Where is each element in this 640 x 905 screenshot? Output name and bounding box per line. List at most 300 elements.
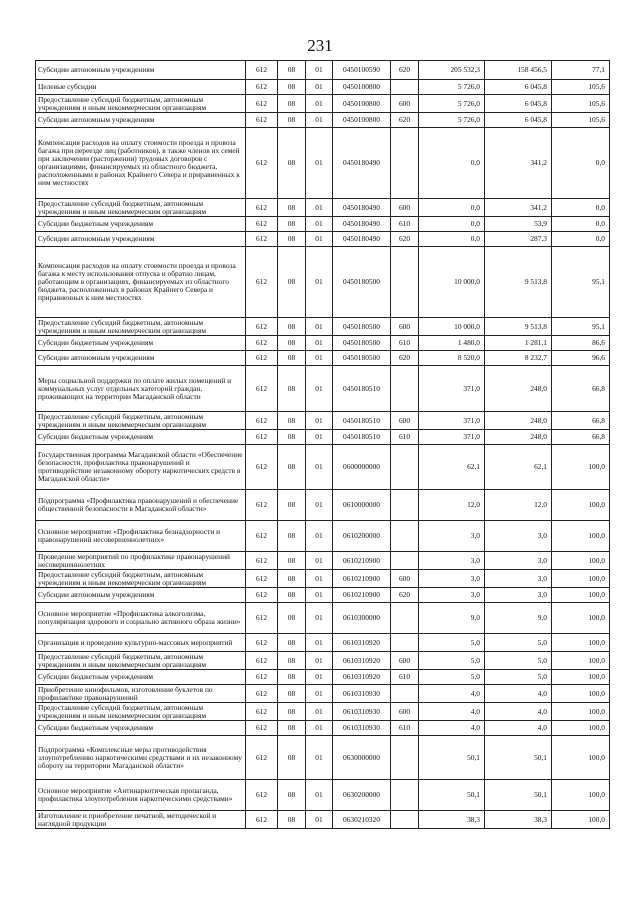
row-name: Подпрограмма «Профилактика правонарушений и обеспечение общественной безопасности в Магаданской области» xyxy=(36,490,246,521)
row-name: Субсидии автономным учреждениям xyxy=(36,61,246,80)
row-expense-type-code xyxy=(391,366,419,412)
row-expense-type-code: 620 xyxy=(391,113,419,128)
page-number: 231 xyxy=(307,36,333,55)
row-planned-amount: 10 000,0 xyxy=(419,318,485,336)
row-executed-amount: 6 045,8 xyxy=(485,80,552,95)
table-row xyxy=(36,318,610,336)
table-row xyxy=(36,552,610,570)
row-target-article-code: 0450180490 xyxy=(333,232,391,247)
row-execution-percent: 100,0 xyxy=(552,670,610,685)
row-ministry-code: 612 xyxy=(246,736,278,780)
row-target-article-code: 0610300000 xyxy=(333,603,391,634)
row-planned-amount: 38,3 xyxy=(419,811,485,829)
row-planned-amount: 5 726,0 xyxy=(419,95,485,113)
row-planned-amount: 12,0 xyxy=(419,490,485,521)
row-name: Предоставление субсидий бюджетным, автономным учреждениям и иным некоммерческим организациям xyxy=(36,703,246,721)
row-section-code: 08 xyxy=(278,61,306,80)
row-section-code: 08 xyxy=(278,412,306,430)
row-target-article-code: 0450100800 xyxy=(333,95,391,113)
row-executed-amount: 1 281,1 xyxy=(485,336,552,351)
row-execution-percent: 105,6 xyxy=(552,113,610,128)
row-name: Предоставление субсидий бюджетным, автономным учреждениям и иным некоммерческим организациям xyxy=(36,412,246,430)
table-row xyxy=(36,113,610,128)
row-executed-amount: 3,0 xyxy=(485,552,552,570)
row-executed-amount: 248,0 xyxy=(485,412,552,430)
row-name: Предоставление субсидий бюджетным, автономным учреждениям и иным некоммерческим организациям xyxy=(36,652,246,670)
row-planned-amount: 5 726,0 xyxy=(419,113,485,128)
row-target-article-code: 0450100800 xyxy=(333,80,391,95)
row-planned-amount: 371,0 xyxy=(419,412,485,430)
row-target-article-code: 0610210900 xyxy=(333,588,391,603)
row-target-article-code: 0450180510 xyxy=(333,430,391,445)
row-ministry-code: 612 xyxy=(246,430,278,445)
row-subsection-code: 01 xyxy=(306,95,333,113)
row-planned-amount: 371,0 xyxy=(419,430,485,445)
row-planned-amount: 9,0 xyxy=(419,603,485,634)
row-planned-amount: 5 726,0 xyxy=(419,80,485,95)
row-executed-amount: 248,0 xyxy=(485,430,552,445)
row-section-code: 08 xyxy=(278,80,306,95)
row-section-code: 08 xyxy=(278,430,306,445)
row-executed-amount: 9,0 xyxy=(485,603,552,634)
row-subsection-code: 01 xyxy=(306,570,333,588)
row-name: Государственная программа Магаданской области «Обеспечение безопасности, профилактика правонарушений и противодействие незаконному обороту наркотических средств в Магаданской области» xyxy=(36,445,246,490)
row-expense-type-code xyxy=(391,80,419,95)
row-subsection-code: 01 xyxy=(306,721,333,736)
row-expense-type-code: 610 xyxy=(391,430,419,445)
row-subsection-code: 01 xyxy=(306,217,333,232)
row-section-code: 08 xyxy=(278,95,306,113)
row-ministry-code: 612 xyxy=(246,588,278,603)
row-target-article-code: 0610310930 xyxy=(333,721,391,736)
row-planned-amount: 62,1 xyxy=(419,445,485,490)
row-expense-type-code: 600 xyxy=(391,199,419,217)
row-execution-percent: 95,1 xyxy=(552,247,610,318)
row-expense-type-code xyxy=(391,521,419,552)
row-executed-amount: 9 513,8 xyxy=(485,318,552,336)
row-subsection-code: 01 xyxy=(306,634,333,652)
row-ministry-code: 612 xyxy=(246,199,278,217)
row-subsection-code: 01 xyxy=(306,521,333,552)
row-execution-percent: 95,1 xyxy=(552,318,610,336)
row-section-code: 08 xyxy=(278,232,306,247)
table-row xyxy=(36,128,610,199)
table-row xyxy=(36,490,610,521)
row-execution-percent: 100,0 xyxy=(552,736,610,780)
row-expense-type-code: 620 xyxy=(391,61,419,80)
row-subsection-code: 01 xyxy=(306,552,333,570)
row-expense-type-code xyxy=(391,736,419,780)
row-name: Изготовление и приобретение печатной, методической и наглядной продукции xyxy=(36,811,246,829)
row-target-article-code: 0450180490 xyxy=(333,217,391,232)
table-row xyxy=(36,603,610,634)
table-row xyxy=(36,736,610,780)
row-target-article-code: 0630210320 xyxy=(333,811,391,829)
table-row xyxy=(36,247,610,318)
row-expense-type-code xyxy=(391,603,419,634)
table-row xyxy=(36,685,610,703)
row-section-code: 08 xyxy=(278,490,306,521)
row-planned-amount: 0,0 xyxy=(419,128,485,199)
row-executed-amount: 50,1 xyxy=(485,736,552,780)
row-expense-type-code: 600 xyxy=(391,652,419,670)
row-ministry-code: 612 xyxy=(246,652,278,670)
row-name: Компенсация расходов на оплату стоимости проезда и провоза багажа при переезде лиц (работников), в также членов их семей при заключении (расторжении) трудовых договоров с организациями, финансируемых из областного бюджета, расположенными в районах Крайнего Севера и приравненных к ним местностях xyxy=(36,128,246,199)
row-section-code: 08 xyxy=(278,351,306,366)
row-subsection-code: 01 xyxy=(306,366,333,412)
row-planned-amount: 1 480,0 xyxy=(419,336,485,351)
row-executed-amount: 5,0 xyxy=(485,634,552,652)
row-ministry-code: 612 xyxy=(246,217,278,232)
row-execution-percent: 86,6 xyxy=(552,336,610,351)
row-expense-type-code xyxy=(391,552,419,570)
row-target-article-code: 0610310920 xyxy=(333,652,391,670)
row-executed-amount: 4,0 xyxy=(485,703,552,721)
row-name: Предоставление субсидий бюджетным, автономным учреждениям и иным некоммерческим организациям xyxy=(36,199,246,217)
row-execution-percent: 100,0 xyxy=(552,652,610,670)
row-planned-amount: 3,0 xyxy=(419,521,485,552)
table-row xyxy=(36,61,610,80)
row-section-code: 08 xyxy=(278,336,306,351)
row-section-code: 08 xyxy=(278,113,306,128)
row-expense-type-code: 620 xyxy=(391,588,419,603)
row-target-article-code: 0450180490 xyxy=(333,199,391,217)
row-execution-percent: 100,0 xyxy=(552,721,610,736)
row-executed-amount: 3,0 xyxy=(485,521,552,552)
row-ministry-code: 612 xyxy=(246,128,278,199)
row-subsection-code: 01 xyxy=(306,351,333,366)
row-execution-percent: 0,0 xyxy=(552,199,610,217)
row-name: Субсидии бюджетным учреждениям xyxy=(36,670,246,685)
row-expense-type-code: 600 xyxy=(391,703,419,721)
row-planned-amount: 8 520,0 xyxy=(419,351,485,366)
row-ministry-code: 612 xyxy=(246,780,278,811)
row-expense-type-code xyxy=(391,780,419,811)
row-execution-percent: 100,0 xyxy=(552,588,610,603)
row-ministry-code: 612 xyxy=(246,113,278,128)
row-subsection-code: 01 xyxy=(306,780,333,811)
row-section-code: 08 xyxy=(278,217,306,232)
row-expense-type-code: 600 xyxy=(391,570,419,588)
row-section-code: 08 xyxy=(278,652,306,670)
row-planned-amount: 5,0 xyxy=(419,670,485,685)
row-name: Субсидии автономным учреждениям xyxy=(36,113,246,128)
row-execution-percent: 100,0 xyxy=(552,490,610,521)
row-executed-amount: 6 045,8 xyxy=(485,113,552,128)
row-execution-percent: 100,0 xyxy=(552,603,610,634)
row-ministry-code: 612 xyxy=(246,521,278,552)
row-target-article-code: 0450180500 xyxy=(333,336,391,351)
row-ministry-code: 612 xyxy=(246,80,278,95)
row-section-code: 08 xyxy=(278,780,306,811)
table-row xyxy=(36,80,610,95)
row-subsection-code: 01 xyxy=(306,336,333,351)
row-ministry-code: 612 xyxy=(246,61,278,80)
row-target-article-code: 0630000000 xyxy=(333,736,391,780)
row-ministry-code: 612 xyxy=(246,445,278,490)
row-ministry-code: 612 xyxy=(246,490,278,521)
row-target-article-code: 0610310930 xyxy=(333,703,391,721)
row-name: Меры социальной поддержки по оплате жилых помещений и коммунальных услуг отдельных категорий граждан, проживающих на территории Магаданской области xyxy=(36,366,246,412)
row-expense-type-code: 610 xyxy=(391,721,419,736)
row-executed-amount: 5,0 xyxy=(485,652,552,670)
row-section-code: 08 xyxy=(278,247,306,318)
row-expense-type-code: 610 xyxy=(391,336,419,351)
row-name: Субсидии бюджетным учреждениям xyxy=(36,217,246,232)
row-target-article-code: 0610310920 xyxy=(333,634,391,652)
row-section-code: 08 xyxy=(278,603,306,634)
row-ministry-code: 612 xyxy=(246,247,278,318)
row-planned-amount: 4,0 xyxy=(419,703,485,721)
row-planned-amount: 371,0 xyxy=(419,366,485,412)
row-target-article-code: 0610310920 xyxy=(333,670,391,685)
table-row xyxy=(36,351,610,366)
row-expense-type-code xyxy=(391,128,419,199)
row-expense-type-code: 600 xyxy=(391,412,419,430)
row-name: Целевые субсидии xyxy=(36,80,246,95)
row-name: Компенсация расходов на оплату стоимости проезда и провоза багажа к месту использования отпуска и обратно лицам, работающим в организациях, финансируемых из областного бюджета, расположенных в районах Крайнего Севера и приравненных к ним местностях xyxy=(36,247,246,318)
row-expense-type-code xyxy=(391,811,419,829)
row-expense-type-code: 600 xyxy=(391,95,419,113)
table-row xyxy=(36,670,610,685)
row-execution-percent: 100,0 xyxy=(552,811,610,829)
row-planned-amount: 5,0 xyxy=(419,634,485,652)
row-planned-amount: 50,1 xyxy=(419,736,485,780)
row-subsection-code: 01 xyxy=(306,703,333,721)
row-target-article-code: 0630200000 xyxy=(333,780,391,811)
row-executed-amount: 158 456,5 xyxy=(485,61,552,80)
row-target-article-code: 0450180500 xyxy=(333,247,391,318)
row-execution-percent: 0,0 xyxy=(552,217,610,232)
row-name: Проведение мероприятий по профилактике правонарушений несовершеннолетних xyxy=(36,552,246,570)
row-expense-type-code xyxy=(391,445,419,490)
row-subsection-code: 01 xyxy=(306,80,333,95)
row-name: Предоставление субсидий бюджетным, автономным учреждениям и иным некоммерческим организациям xyxy=(36,318,246,336)
table-row xyxy=(36,412,610,430)
row-subsection-code: 01 xyxy=(306,811,333,829)
row-executed-amount: 3,0 xyxy=(485,588,552,603)
table-row xyxy=(36,430,610,445)
row-section-code: 08 xyxy=(278,199,306,217)
table-row xyxy=(36,199,610,217)
table-row xyxy=(36,366,610,412)
row-ministry-code: 612 xyxy=(246,603,278,634)
row-subsection-code: 01 xyxy=(306,113,333,128)
row-subsection-code: 01 xyxy=(306,603,333,634)
row-executed-amount: 62,1 xyxy=(485,445,552,490)
row-expense-type-code: 600 xyxy=(391,318,419,336)
row-name: Основное мероприятие «Профилактика безнадзорности и правонарушений несовершеннолетних» xyxy=(36,521,246,552)
row-subsection-code: 01 xyxy=(306,685,333,703)
row-execution-percent: 105,6 xyxy=(552,95,610,113)
row-section-code: 08 xyxy=(278,703,306,721)
row-executed-amount: 3,0 xyxy=(485,570,552,588)
row-ministry-code: 612 xyxy=(246,95,278,113)
row-planned-amount: 3,0 xyxy=(419,552,485,570)
row-subsection-code: 01 xyxy=(306,490,333,521)
row-name: Организация и проведение культурно-массовых мероприятий xyxy=(36,634,246,652)
table-row xyxy=(36,811,610,829)
table-row xyxy=(36,780,610,811)
row-planned-amount: 3,0 xyxy=(419,570,485,588)
row-ministry-code: 612 xyxy=(246,336,278,351)
row-subsection-code: 01 xyxy=(306,412,333,430)
row-name: Приобретение кинофильмов, изготовление буклетов по профилактике правонарушений xyxy=(36,685,246,703)
row-section-code: 08 xyxy=(278,318,306,336)
row-section-code: 08 xyxy=(278,588,306,603)
table-row xyxy=(36,703,610,721)
row-ministry-code: 612 xyxy=(246,685,278,703)
row-executed-amount: 38,3 xyxy=(485,811,552,829)
row-executed-amount: 9 513,8 xyxy=(485,247,552,318)
row-subsection-code: 01 xyxy=(306,232,333,247)
row-planned-amount: 205 532,3 xyxy=(419,61,485,80)
row-planned-amount: 5,0 xyxy=(419,652,485,670)
row-name: Предоставление субсидий бюджетным, автономным учреждениям и иным некоммерческим организациям xyxy=(36,570,246,588)
row-expense-type-code: 620 xyxy=(391,351,419,366)
row-execution-percent: 100,0 xyxy=(552,703,610,721)
row-target-article-code: 0600000000 xyxy=(333,445,391,490)
row-expense-type-code xyxy=(391,247,419,318)
row-planned-amount: 3,0 xyxy=(419,588,485,603)
row-section-code: 08 xyxy=(278,736,306,780)
row-executed-amount: 8 232,7 xyxy=(485,351,552,366)
table-row xyxy=(36,721,610,736)
row-subsection-code: 01 xyxy=(306,652,333,670)
row-section-code: 08 xyxy=(278,685,306,703)
row-ministry-code: 612 xyxy=(246,703,278,721)
row-name: Подпрограмма «Комплексные меры противодействия злоупотреблению наркотическими средствами и их незаконному обороту на территории Магаданской области» xyxy=(36,736,246,780)
row-name: Основное мероприятие «Антинаркотическая пропаганда, профилактика злоупотребления наркотическими средствами» xyxy=(36,780,246,811)
row-ministry-code: 612 xyxy=(246,634,278,652)
row-ministry-code: 612 xyxy=(246,811,278,829)
row-subsection-code: 01 xyxy=(306,247,333,318)
table-row xyxy=(36,336,610,351)
row-expense-type-code: 610 xyxy=(391,670,419,685)
row-name: Субсидии бюджетным учреждениям xyxy=(36,336,246,351)
row-executed-amount: 53,9 xyxy=(485,217,552,232)
row-execution-percent: 100,0 xyxy=(552,685,610,703)
row-expense-type-code xyxy=(391,685,419,703)
row-execution-percent: 100,0 xyxy=(552,445,610,490)
row-ministry-code: 612 xyxy=(246,570,278,588)
row-planned-amount: 0,0 xyxy=(419,199,485,217)
row-executed-amount: 5,0 xyxy=(485,670,552,685)
row-target-article-code: 0450180510 xyxy=(333,366,391,412)
table-row xyxy=(36,217,610,232)
row-execution-percent: 66,8 xyxy=(552,412,610,430)
row-subsection-code: 01 xyxy=(306,588,333,603)
table-row xyxy=(36,445,610,490)
table-row xyxy=(36,570,610,588)
row-section-code: 08 xyxy=(278,570,306,588)
row-ministry-code: 612 xyxy=(246,232,278,247)
row-executed-amount: 4,0 xyxy=(485,721,552,736)
row-execution-percent: 66,8 xyxy=(552,366,610,412)
table-row xyxy=(36,232,610,247)
row-expense-type-code xyxy=(391,490,419,521)
row-target-article-code: 0450180510 xyxy=(333,412,391,430)
row-section-code: 08 xyxy=(278,128,306,199)
row-name: Субсидии автономным учреждениям xyxy=(36,351,246,366)
row-subsection-code: 01 xyxy=(306,736,333,780)
row-section-code: 08 xyxy=(278,634,306,652)
row-target-article-code: 0450100800 xyxy=(333,113,391,128)
row-planned-amount: 0,0 xyxy=(419,232,485,247)
row-section-code: 08 xyxy=(278,521,306,552)
row-execution-percent: 105,6 xyxy=(552,80,610,95)
row-target-article-code: 0450180490 xyxy=(333,128,391,199)
row-expense-type-code: 620 xyxy=(391,232,419,247)
row-subsection-code: 01 xyxy=(306,61,333,80)
row-execution-percent: 100,0 xyxy=(552,521,610,552)
row-execution-percent: 100,0 xyxy=(552,634,610,652)
row-executed-amount: 341,2 xyxy=(485,128,552,199)
row-name: Основное мероприятие «Профилактика алкоголизма, популяризация здорового и социально активного образа жизни» xyxy=(36,603,246,634)
row-executed-amount: 341,2 xyxy=(485,199,552,217)
row-execution-percent: 66,8 xyxy=(552,430,610,445)
table-row xyxy=(36,652,610,670)
row-execution-percent: 0,0 xyxy=(552,128,610,199)
row-executed-amount: 287,3 xyxy=(485,232,552,247)
row-planned-amount: 4,0 xyxy=(419,685,485,703)
table-row xyxy=(36,634,610,652)
row-target-article-code: 0450180500 xyxy=(333,351,391,366)
row-target-article-code: 0450180500 xyxy=(333,318,391,336)
row-executed-amount: 6 045,8 xyxy=(485,95,552,113)
row-subsection-code: 01 xyxy=(306,199,333,217)
row-name: Субсидии бюджетным учреждениям xyxy=(36,430,246,445)
table-row xyxy=(36,588,610,603)
row-expense-type-code xyxy=(391,634,419,652)
row-ministry-code: 612 xyxy=(246,552,278,570)
row-execution-percent: 100,0 xyxy=(552,552,610,570)
row-planned-amount: 10 000,0 xyxy=(419,247,485,318)
row-subsection-code: 01 xyxy=(306,445,333,490)
table-row xyxy=(36,521,610,552)
row-planned-amount: 4,0 xyxy=(419,721,485,736)
row-execution-percent: 96,6 xyxy=(552,351,610,366)
row-target-article-code: 0610200000 xyxy=(333,521,391,552)
row-target-article-code: 0610210900 xyxy=(333,552,391,570)
row-expense-type-code: 610 xyxy=(391,217,419,232)
row-ministry-code: 612 xyxy=(246,412,278,430)
row-target-article-code: 0610310930 xyxy=(333,685,391,703)
row-section-code: 08 xyxy=(278,366,306,412)
row-execution-percent: 0,0 xyxy=(552,232,610,247)
row-subsection-code: 01 xyxy=(306,128,333,199)
row-ministry-code: 612 xyxy=(246,721,278,736)
row-subsection-code: 01 xyxy=(306,670,333,685)
budget-table xyxy=(35,60,610,829)
row-executed-amount: 4,0 xyxy=(485,685,552,703)
row-execution-percent: 77,1 xyxy=(552,61,610,80)
row-executed-amount: 12,0 xyxy=(485,490,552,521)
row-planned-amount: 0,0 xyxy=(419,217,485,232)
row-section-code: 08 xyxy=(278,445,306,490)
row-name: Субсидии автономным учреждениям xyxy=(36,232,246,247)
row-name: Предоставление субсидий бюджетным, автономным учреждениям и иным некоммерческим организациям xyxy=(36,95,246,113)
row-section-code: 08 xyxy=(278,670,306,685)
row-name: Субсидии автономным учреждениям xyxy=(36,588,246,603)
row-ministry-code: 612 xyxy=(246,670,278,685)
row-subsection-code: 01 xyxy=(306,430,333,445)
row-ministry-code: 612 xyxy=(246,351,278,366)
row-section-code: 08 xyxy=(278,811,306,829)
row-executed-amount: 248,0 xyxy=(485,366,552,412)
row-target-article-code: 0450100590 xyxy=(333,61,391,80)
row-execution-percent: 100,0 xyxy=(552,780,610,811)
